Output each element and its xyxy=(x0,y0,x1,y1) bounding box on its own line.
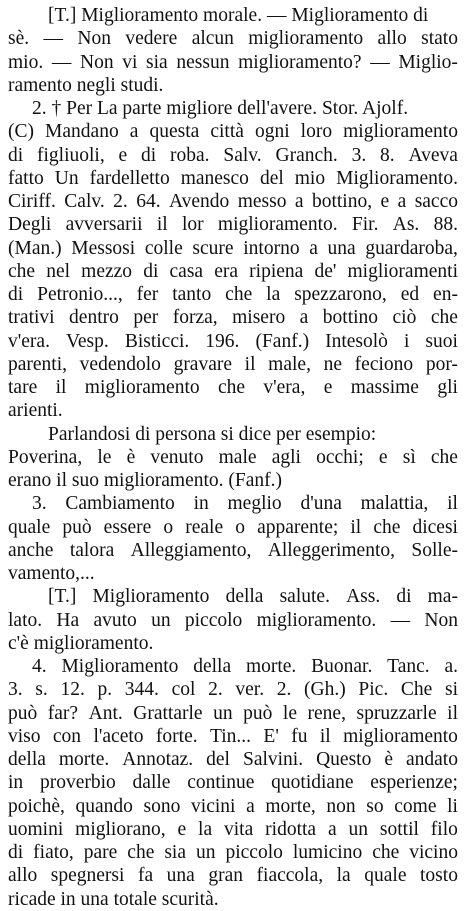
text-line: Poverina, le è venuto male agli occhi; e sì che xyxy=(8,446,458,468)
text-line: anche talora Alleggiamento, Alleggerimento, Solle- xyxy=(8,539,458,561)
text-line: Ciriff. Calv. 2. 64. Avendo messo a bottino, e a sacco xyxy=(8,191,458,212)
text-line: in proverbio dalle continue quotidiane esperienze; xyxy=(8,772,458,794)
text-line: tare il miglioramento che v'era, e massime gli xyxy=(8,377,458,398)
text-line: sè. — Non vedere alcun miglioramento allo stato xyxy=(8,28,458,50)
entry-text xyxy=(8,4,458,911)
text-line: trativi dentro per forza, misero a bottino ciò che xyxy=(8,307,458,329)
text-line: allo spegnersi fa una gran fiaccola, la quale tosto xyxy=(8,865,458,887)
text-line: [T.] Miglioramento della salute. Ass. di ma- xyxy=(48,586,458,608)
text-line: 4. Miglioramento della morte. Buonar. Tanc. a. xyxy=(32,656,458,677)
text-line: 3. s. 12. p. 344. col 2. ver. 2. (Gh.) Pic. Che si xyxy=(8,679,458,701)
text-line: ricade in una totale scurità. xyxy=(8,888,219,910)
text-line: che nel mezzo di casa era ripiena de' miglioramenti xyxy=(8,260,458,282)
text-line: [T.] Miglioramento morale. — Miglioramento di xyxy=(48,5,429,26)
text-line: quale può essere o reale o apparente; il che dicesi xyxy=(8,516,458,538)
text-line: parenti, vedendolo gravare il male, ne feciono por- xyxy=(8,353,458,375)
text-line: della morte. Annotaz. del Salvini. Questo è andato xyxy=(8,749,458,770)
text-line: viso con l'aceto forte. Tin... E' fu il miglioramento xyxy=(8,725,458,747)
text-line: 3. Cambiamento in meglio d'una malattia, il xyxy=(32,493,458,515)
text-line: Degli avversarii il lor miglioramento. Fir. As. 88. xyxy=(8,214,458,236)
text-line: poichè, quando sono vicini a morte, non so come li xyxy=(8,795,458,817)
text-line: c'è miglioramento. xyxy=(8,632,154,654)
text-line: fatto Un fardelletto manesco del mio Miglioramento. xyxy=(8,167,458,189)
text-line: vamento,... xyxy=(8,563,95,584)
text-line: 2. † Per La parte migliore dell'avere. Stor. Ajolf. xyxy=(32,98,409,119)
text-line: arienti. xyxy=(8,400,63,422)
text-line: lato. Ha avuto un piccolo miglioramento. — Non xyxy=(8,609,458,631)
text-line: uomini migliorano, e la vita ridotta a un sottil filo xyxy=(8,818,458,840)
text-line: erano il suo miglioramento. (Fanf.) xyxy=(8,470,283,491)
text-line: ramento negli studi. xyxy=(8,74,164,96)
text-line: v'era. Vesp. Bisticci. 196. (Fanf.) Intesolò i suoi xyxy=(8,330,458,352)
text-line: Parlandosi di persona si dice per esempio: xyxy=(48,423,377,445)
text-line: può far? Ant. Grattarle un può le rene, spruzzarle il xyxy=(8,702,458,724)
text-line: di Petronio..., fer tanto che la spezzarono, ed en- xyxy=(8,284,458,305)
text-line: di figliuoli, e di roba. Salv. Granch. 3. 8. Aveva xyxy=(8,144,458,166)
text-line: mio. — Non vi sia nessun miglioramento? — Miglio- xyxy=(8,51,458,73)
text-line: di fiato, pare che sia un piccolo lumicino che vicino xyxy=(8,842,458,863)
text-line: (C) Mandano a questa città ogni loro miglioramento xyxy=(8,121,458,143)
text-line: (Man.) Messosi colle scure intorno a una guardaroba, xyxy=(8,237,458,259)
